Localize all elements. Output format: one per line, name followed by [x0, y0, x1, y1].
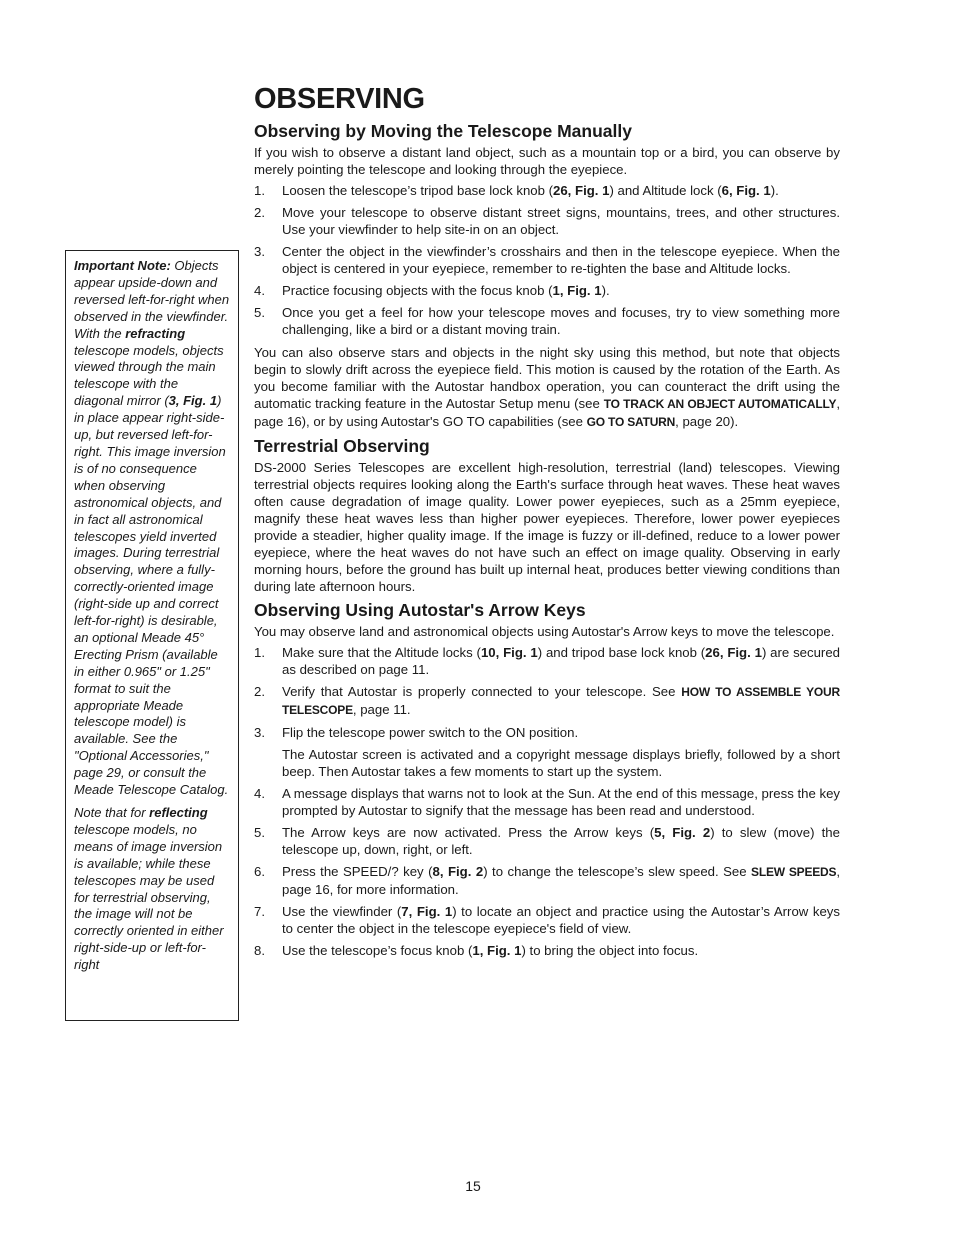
section-manual-outro: You can also observe stars and objects in the night sky using this method, but note that objects begin to slowly drift across the eyepiece field. This motion is caused by the rotation of the Earth. As you become familiar with the Autostar handbox operation, you can counteract the drift using the automatic tracking feature in the Autostar Setup menu (see TO TRACK AN OBJECT AUTOMATICALLY, page 16), or by using Autostar's GO TO capabilities (see GO TO SATURN, page 20).: [254, 345, 840, 429]
section-heading-manual: Observing by Moving the Telescope Manually: [254, 121, 632, 141]
cross-reference: GO TO SATURN: [586, 415, 676, 429]
important-note-label: Important Note:: [74, 258, 171, 273]
list-item: 8. Use the telescope’s focus knob (1, Fig. 1) to bring the object into focus.: [254, 943, 699, 958]
page-number: 15: [465, 1178, 481, 1194]
cross-reference: SLEW SPEEDS: [751, 865, 837, 879]
list-item: 4. Practice focusing objects with the focus knob (1, Fig. 1).: [254, 283, 610, 298]
list-item: 6. Press the SPEED/? key (8, Fig. 2) to change the telescope’s slew speed. See SLEW SPEEDS, page 16, for more information.: [254, 864, 840, 897]
list-item: 3. Center the object in the viewfinder’s crosshairs and then in the telescope eyepiece. When the object is centered in your eyepiece, remember to re-tighten the base and Altitude locks.: [254, 244, 840, 276]
section-manual-intro: If you wish to observe a distant land object, such as a mountain top or a bird, you can observe by merely pointing the telescope and looking through the eyepiece.: [254, 145, 840, 177]
section-heading-arrow-keys: Observing Using Autostar's Arrow Keys: [254, 600, 586, 620]
main-content: [254, 80, 840, 965]
list-item: 7. Use the viewfinder (7, Fig. 1) to locate an object and practice using the Autostar’s Arrow keys to center the object in the telescope eyepiece's field of view.: [254, 904, 840, 936]
section-heading-terrestrial: Terrestrial Observing: [254, 436, 430, 456]
list-item: 4. A message displays that warns not to look at the Sun. At the end of this message, press the key prompted by Autostar to signify that the message has been read and understood.: [254, 786, 840, 818]
cross-reference: TO TRACK AN OBJECT AUTOMATICALLY: [603, 397, 837, 411]
important-note-paragraph: Important Note: Objects appear upside-down and reversed left-for-right when observed in the viewfinder. With the refracting telescope models, objects viewed through the main telescope with the diagonal mirror (3, Fig. 1) in place appear right-side-up, but reversed left-for-right. This image inversion is of no consequence when observing astronomical objects, and in fact all astronomical telescopes yield inverted images. During terrestrial observing, where a fully-correctly-oriented image (right-side up and correct left-for-right) is desirable, an optional Meade 45° Erecting Prism (available in either 0.965" or 1.25" format to suit the appropriate Meade telescope model) is available. See the "Optional Accessories," page 29, or consult the Meade Telescope Catalog.: [74, 258, 230, 798]
manual-steps-list: [254, 182, 840, 338]
cross-reference: HOW TO ASSEMBLE YOUR TELESCOPE: [282, 685, 840, 717]
page-title: OBSERVING: [254, 83, 425, 115]
list-item: 2. Verify that Autostar is properly connected to your telescope. See HOW TO ASSEMBLE YOUR TELESCOPE, page 11.: [254, 684, 840, 717]
list-item: 1. Make sure that the Altitude locks (10, Fig. 1) and tripod base lock knob (26, Fig. 1) are secured as described on page 11.: [254, 645, 840, 677]
important-note-sidebar: [65, 250, 239, 1021]
reflecting-note-paragraph: Note that for reflecting telescope models, no means of image inversion is available; while these telescopes may be used for terrestrial observing, the image will not be correctly oriented in either right-side-up or left-for-right: [74, 805, 224, 973]
list-item: 1. Loosen the telescope’s tripod base lock knob (26, Fig. 1) and Altitude lock (6, Fig. 1).: [254, 183, 779, 198]
list-item: 5. The Arrow keys are now activated. Press the Arrow keys (5, Fig. 2) to slew (move) the telescope up, down, right, or left.: [254, 825, 840, 857]
list-item: 5. Once you get a feel for how your telescope moves and focuses, try to view something more challenging, like a bird or a distant moving train.: [254, 305, 840, 337]
section-arrow-keys-intro: You may observe land and astronomical objects using Autostar's Arrow keys to move the telescope.: [254, 624, 835, 639]
arrow-keys-steps-list: [254, 644, 840, 959]
list-item: 2. Move your telescope to observe distant street signs, mountains, trees, and other structures. Use your viewfinder to help site-in on an object.: [254, 205, 840, 237]
section-terrestrial-body: DS-2000 Series Telescopes are excellent high-resolution, terrestrial (land) telescopes. Viewing terrestrial objects requires looking along the Earth's surface through heat waves. These heat waves often cause degradation of image quality. Lower power eyepieces, such as a 25mm eyepiece, magnify these heat waves less than higher power eyepieces. Therefore, lower power eyepieces provide a steadier, higher quality image. If the image is fuzzy or ill-defined, reduce to a lower power eyepiece, where the heat waves do not have such an effect on image quality. Observing in early morning hours, before the ground has built up internal heat, produces better viewing conditions than during late afternoon hours.: [254, 460, 840, 594]
list-item: 3. Flip the telescope power switch to the ON position. The Autostar screen is activated and a copyright message displays briefly, followed by a short beep. Then Autostar takes a few moments to start up the system.: [254, 725, 840, 779]
